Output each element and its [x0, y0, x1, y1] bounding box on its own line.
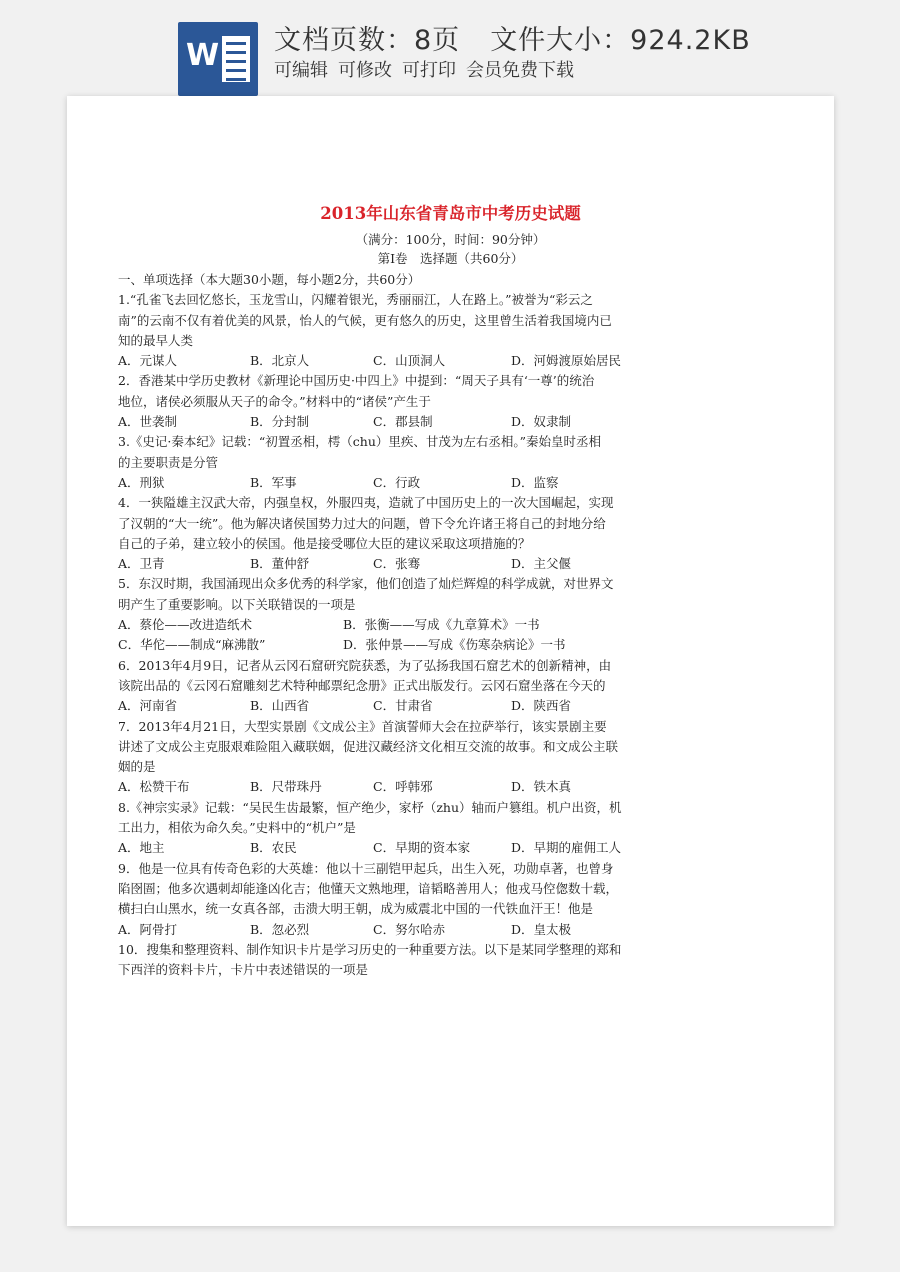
- document-meta: [274, 18, 751, 57]
- answer-option: C．行政: [373, 474, 421, 490]
- answer-option: D．张仲景——写成《伤寒杂病论》一书: [343, 637, 566, 653]
- answer-option: A．蔡伦——改进造纸术: [118, 617, 253, 633]
- question-text-line: 自己的子弟，建立较小的侯国。他是接受哪位大臣的建议采取这项措施的？: [118, 535, 531, 551]
- answer-option: D．皇太极: [511, 921, 572, 937]
- question-text-line: 工出力，相依为命久矣。”史料中的“机户”是: [118, 820, 356, 836]
- answer-option: B．张衡——写成《九章算术》一书: [343, 617, 540, 633]
- answer-option: D．奴隶制: [511, 414, 572, 430]
- section-heading: 一、单项选择（本大题30小题，每小题2分，共60分）: [118, 272, 421, 287]
- question-text-line: 了汉朝的“大一统”。他为解决诸侯国势力过大的问题，曾下令允许诸王将自己的封地分给: [118, 515, 606, 531]
- question-text-line: 陷囹圄；他多次遇刺却能逢凶化吉；他懂天文熟地理，谙韬略善用人；他戎马倥偬数十载，: [118, 880, 619, 896]
- question-text-line: 下西洋的资料卡片，卡片中表述错误的一项是: [118, 962, 369, 978]
- answer-option: C．张骞: [373, 556, 421, 572]
- option-row: [118, 473, 718, 493]
- answer-option: D．河姆渡原始居民: [511, 353, 622, 369]
- question-text-line: 的主要职责是分管: [118, 454, 219, 470]
- answer-option: D．铁木真: [511, 779, 572, 795]
- question-text-line: 2．香港某中学历史教材《新理论中国历史·中四上》中提到：“周天子具有‘一尊’的统治: [118, 373, 595, 389]
- question-text-line: 1.“孔雀飞去回忆悠长，玉龙雪山，闪耀着银光，秀丽丽江，人在路上。”被誉为“彩云之: [118, 292, 593, 308]
- question-text-line: 横扫白山黑水，统一女真各部，击溃大明王朝，成为威震北中国的一代铁血汗王！他是: [118, 901, 594, 917]
- word-icon-letter: W: [186, 38, 220, 73]
- word-document-icon: [178, 22, 258, 96]
- option-row: [118, 412, 718, 432]
- answer-option: D．监察: [511, 474, 559, 490]
- question-text-line: 6．2013年4月9日，记者从云冈石窟研究院获悉，为了弘扬我国石窟艺术的创新精神，由: [118, 657, 612, 673]
- answer-option: C．山顶洞人: [373, 353, 446, 369]
- answer-option: C．华佗——制成“麻沸散”: [118, 637, 266, 653]
- answer-option: B．军事: [250, 474, 297, 490]
- answer-option: C．郡县制: [373, 414, 433, 430]
- answer-option: A．阿骨打: [118, 921, 178, 937]
- info-banner: [0, 0, 900, 100]
- question-text-line: 7．2013年4月21日，大型实景剧《文成公主》首演誓师大会在拉萨举行，该实景剧主要: [118, 718, 607, 734]
- option-row: [118, 696, 718, 716]
- answer-option: B．农民: [250, 840, 297, 856]
- answer-option: B．北京人: [250, 353, 310, 369]
- feature-editable: 可编辑: [274, 60, 328, 81]
- answer-option: A．世袭制: [118, 414, 178, 430]
- answer-option: B．董仲舒: [250, 556, 310, 572]
- answer-option: C．呼韩邪: [373, 779, 433, 795]
- answer-option: D．早期的雇佣工人: [511, 840, 622, 856]
- answer-option: A．刑狱: [118, 474, 165, 490]
- question-text-line: 明产生了重要影响。以下关联错误的一项是: [118, 596, 356, 612]
- answer-option: B．山西省: [250, 698, 310, 714]
- question-text-line: 知的最早人类: [118, 332, 194, 348]
- exam-title: 2013年山东省青岛市中考历史试题: [320, 204, 581, 223]
- question-list: [118, 270, 718, 980]
- option-row: [118, 351, 718, 371]
- answer-option: D．陕西省: [511, 698, 572, 714]
- feature-list: [274, 56, 574, 82]
- answer-option: C．早期的资本家: [373, 840, 471, 856]
- question-text-line: 3.《史记·秦本纪》记载：“初置丞相，樗（chu）里疾、甘茂为左右丞相。”秦始皇时丞相: [118, 434, 602, 450]
- question-text-line: 姻的是: [118, 759, 156, 775]
- answer-option: A．元谋人: [118, 353, 178, 369]
- answer-option: A．地主: [118, 840, 165, 856]
- question-text-line: 该院出品的《云冈石窟雕刻艺术特种邮票纪念册》正式出版发行。云冈石窟坐落在今天的: [118, 677, 606, 693]
- answer-option: A．河南省: [118, 698, 178, 714]
- answer-option: A．松赞干布: [118, 779, 190, 795]
- answer-option: C．努尔哈赤: [373, 921, 446, 937]
- volume-heading: 第Ⅰ卷 选择题（共60分）: [377, 251, 524, 266]
- word-icon-lines: [222, 36, 250, 82]
- question-text-line: 9．他是一位具有传奇色彩的大英雄：他以十三副铠甲起兵，出生入死，功勋卓著，也曾身: [118, 860, 614, 876]
- question-text-line: 地位，诸侯必须服从天子的命令。”材料中的“诸侯”产生于: [118, 393, 431, 409]
- question-text-line: 4．一狭隘雄主汉武大帝，内强皇权，外服四夷，造就了中国历史上的一次大国崛起，实现: [118, 495, 614, 511]
- answer-option: B．分封制: [250, 414, 310, 430]
- question-text-line: 5．东汉时期，我国涌现出众多优秀的科学家，他们创造了灿烂辉煌的科学成就，对世界文: [118, 576, 614, 592]
- feature-modifiable: 可修改: [338, 60, 392, 81]
- option-row: [118, 920, 718, 940]
- feature-printable: 可打印: [402, 60, 456, 81]
- answer-option: B．尺带珠丹: [250, 779, 322, 795]
- answer-option: A．卫青: [118, 556, 165, 572]
- answer-option: C．甘肃省: [373, 698, 433, 714]
- answer-option: D．主父偃: [511, 556, 572, 572]
- option-row: [118, 554, 718, 574]
- question-text-line: 南”的云南不仅有着优美的风景，怡人的气候，更有悠久的历史，这里曾生活着我国境内已: [118, 312, 612, 328]
- question-text-line: 8.《神宗实录》记载：“吴民生齿最繁，恒产绝少，家杼（zhu）轴而户篡组。机户出资，机: [118, 799, 622, 815]
- page-count: 文档页数：8页: [274, 25, 461, 56]
- file-size: 文件大小：924.2KB: [490, 25, 751, 56]
- option-row: [118, 615, 718, 635]
- question-text-line: 讲述了文成公主克服艰难险阻入藏联姻，促进汉藏经济文化相互交流的故事。和文成公主联: [118, 738, 619, 754]
- exam-subtitle: （满分：100分，时间：90分钟）: [355, 232, 546, 247]
- feature-member-download: 会员免费下载: [466, 60, 574, 81]
- question-text-line: 10．搜集和整理资料、制作知识卡片是学习历史的一种重要方法。以下是某同学整理的郑和: [118, 941, 622, 957]
- answer-option: B．忽必烈: [250, 921, 310, 937]
- option-row: [118, 635, 718, 655]
- option-row: [118, 777, 718, 797]
- option-row: [118, 838, 718, 858]
